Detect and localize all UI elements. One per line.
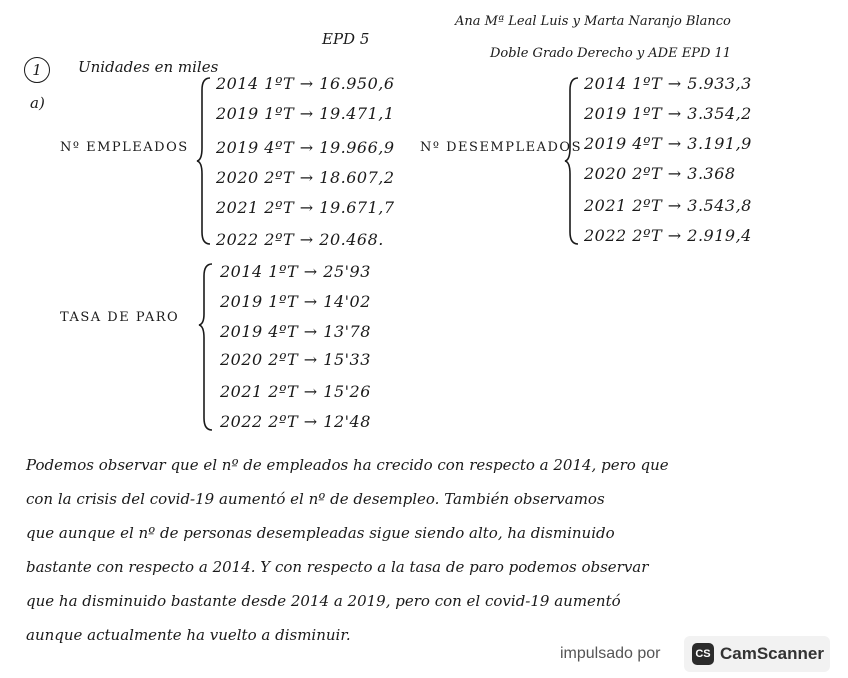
desempleados-item: 2021 2ºT → 3.543,8 bbox=[584, 196, 752, 215]
paragraph-line: que ha disminuido bastante desde 2014 a 2019, pero con el covid-19 aumentó bbox=[26, 592, 621, 610]
camscanner-name: CamScanner bbox=[720, 644, 824, 663]
desempleados-item: 2022 2ºT → 2.919,4 bbox=[584, 226, 752, 245]
camscanner-badge bbox=[684, 636, 830, 672]
empleados-item: 2022 2ºT → 20.468. bbox=[216, 230, 384, 249]
paragraph-line: Podemos observar que el nº de empleados ha crecido con respecto a 2014, pero que bbox=[26, 456, 669, 474]
tasa-paro-item: 2019 4ºT → 13'78 bbox=[220, 322, 371, 341]
empleados-label: Nº EMPLEADOS bbox=[60, 140, 189, 155]
camscanner-logo-icon: CS bbox=[692, 643, 714, 665]
empleados-brace bbox=[196, 76, 212, 246]
desempleados-item: 2014 1ºT → 5.933,3 bbox=[584, 74, 752, 93]
page-title: EPD 5 bbox=[322, 30, 370, 48]
paragraph-line: que aunque el nº de personas desempleadas sigue siendo alto, ha disminuido bbox=[26, 524, 615, 542]
course-line: Doble Grado Derecho y ADE EPD 11 bbox=[490, 46, 732, 61]
section-number: 1 bbox=[24, 57, 50, 83]
desempleados-brace bbox=[564, 76, 580, 246]
section-heading: Unidades en miles bbox=[78, 58, 219, 76]
tasa-paro-brace bbox=[198, 262, 214, 432]
scanner-watermark bbox=[560, 636, 830, 672]
subpart-label: a) bbox=[30, 94, 45, 112]
desempleados-item: 2019 4ºT → 3.191,9 bbox=[584, 134, 752, 153]
paragraph-line: bastante con respecto a 2014. Y con respecto a la tasa de paro podemos observar bbox=[26, 558, 649, 576]
tasa-paro-label: TASA DE PARO bbox=[60, 310, 180, 325]
paragraph-line: aunque actualmente ha vuelto a disminuir. bbox=[26, 626, 351, 644]
tasa-paro-item: 2022 2ºT → 12'48 bbox=[220, 412, 371, 431]
empleados-item: 2014 1ºT → 16.950,6 bbox=[216, 74, 395, 93]
empleados-item: 2021 2ºT → 19.671,7 bbox=[216, 198, 395, 217]
conclusion-paragraph bbox=[26, 448, 826, 652]
desempleados-label: Nº DESEMPLEADOS bbox=[420, 140, 582, 155]
authors-line: Ana Mª Leal Luis y Marta Naranjo Blanco bbox=[455, 14, 731, 29]
empleados-item: 2019 1ºT → 19.471,1 bbox=[216, 104, 395, 123]
desempleados-item: 2020 2ºT → 3.368 bbox=[584, 164, 736, 183]
powered-by-text: impulsado por bbox=[560, 645, 661, 662]
tasa-paro-item: 2014 1ºT → 25'93 bbox=[220, 262, 371, 281]
desempleados-item: 2019 1ºT → 3.354,2 bbox=[584, 104, 752, 123]
tasa-paro-item: 2019 1ºT → 14'02 bbox=[220, 292, 371, 311]
paragraph-line: con la crisis del covid-19 aumentó el nº de desempleo. También observamos bbox=[26, 490, 605, 508]
tasa-paro-item: 2020 2ºT → 15'33 bbox=[220, 350, 371, 369]
empleados-item: 2019 4ºT → 19.966,9 bbox=[216, 138, 395, 157]
tasa-paro-item: 2021 2ºT → 15'26 bbox=[220, 382, 371, 401]
empleados-item: 2020 2ºT → 18.607,2 bbox=[216, 168, 395, 187]
